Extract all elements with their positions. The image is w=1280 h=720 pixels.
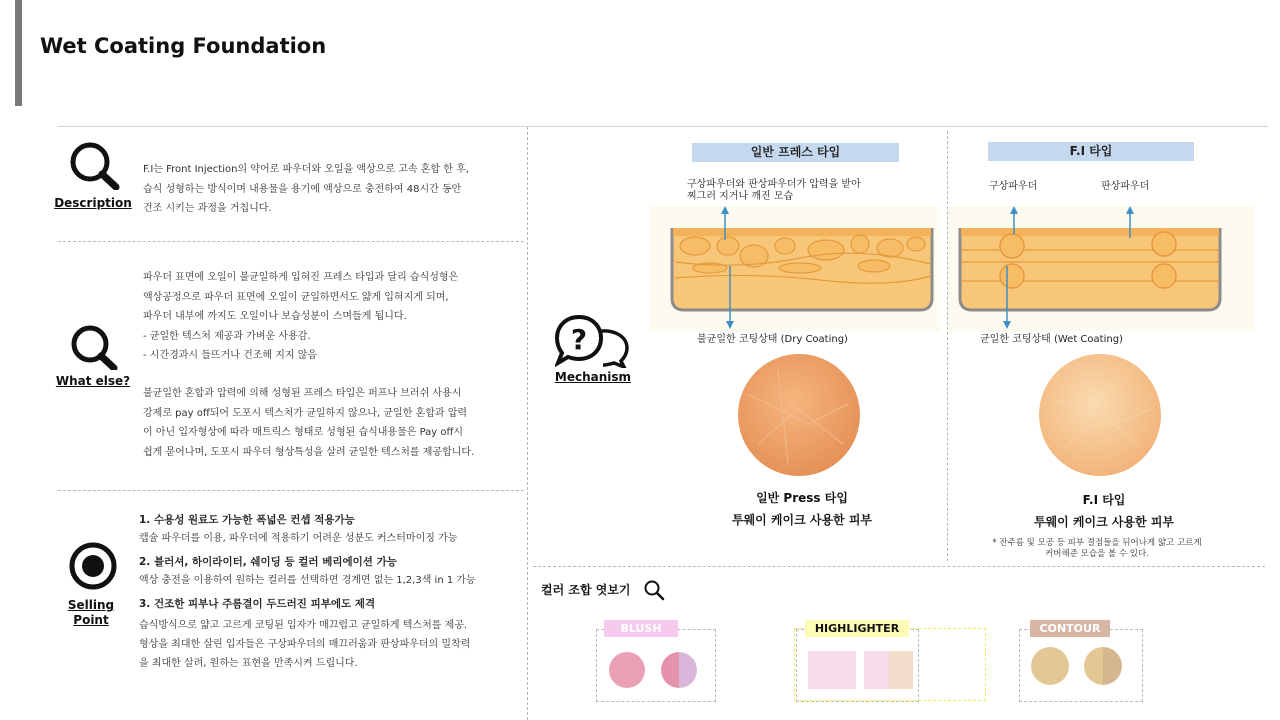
fi-skin-image <box>1039 354 1161 476</box>
divider-vertical-mech <box>947 131 948 561</box>
title-accent-bar <box>15 0 22 106</box>
selling-point-heading-2: 2. 블러셔, 하이라이터, 쉐이딩 등 컬러 베리에이션 가능 <box>139 556 397 568</box>
divider-left-1 <box>58 241 524 242</box>
blush-swatches <box>609 651 697 689</box>
press-note: 구상파우더와 판상파우더가 압력을 받아 찌그러 지거나 깨진 모습 <box>687 179 861 202</box>
selling-point-heading-1: 1. 수용성 원료도 가능한 폭넓은 컨셉 적용가능 <box>139 514 355 526</box>
highlighter-swatch-2a <box>864 651 889 689</box>
magnifier-icon <box>66 140 122 190</box>
highlighter-swatch-2b <box>889 651 913 689</box>
contour-swatches <box>1031 646 1123 686</box>
selling-point-label: Selling Point <box>67 598 115 627</box>
magnifier-icon <box>68 324 120 370</box>
fi-diagram <box>948 206 1254 332</box>
highlighter-label: HIGHLIGHTER <box>805 620 909 637</box>
color-combo-title: 컬러 조합 엿보기 <box>541 583 631 597</box>
mechanism-label: Mechanism <box>554 370 632 384</box>
divider-color-section <box>533 566 1265 567</box>
fi-plate-label: 판상파우더 <box>1101 181 1150 192</box>
description-label: Description <box>54 196 132 210</box>
page-title: Wet Coating Foundation <box>40 34 327 58</box>
fi-sphere-label: 구상파우더 <box>989 181 1038 192</box>
magnifier-icon <box>643 579 665 601</box>
fi-caption: F.I 타입 투웨이 케이크 사용한 피부 <box>1033 493 1175 529</box>
contour-label: CONTOUR <box>1030 620 1110 637</box>
press-coating-label: 불균일한 코팅상태 (Dry Coating) <box>697 334 848 345</box>
fi-type-header: F.I 타입 <box>988 142 1194 161</box>
press-diagram <box>650 206 940 332</box>
highlighter-swatch-1 <box>808 651 856 689</box>
blush-label: BLUSH <box>604 620 678 637</box>
target-icon <box>68 541 118 591</box>
selling-point-text-3: 습식방식으로 얇고 고르게 코팅된 입자가 매끄럽고 균일하게 텍스처를 제공. 형상을 최대한 살린 입자들은 구상파우더의 매끄러움과 판상파우더의 밀착력 을 최대한 살려, 원하는 표현을 만족시켜 드립니다. <box>139 620 471 669</box>
divider-vertical-main <box>527 127 528 720</box>
selling-point-list <box>139 512 519 673</box>
svg-text:?: ? <box>570 323 588 356</box>
selling-point-text-2: 액상 충전을 이용하여 원하는 컬러를 선택하면 경계면 없는 1,2,3색 in 1 가능 <box>139 575 476 586</box>
top-divider <box>58 126 1268 127</box>
fi-footnote: * 잔주름 및 모공 등 피부 결점들을 뒤어나게 얇고 고르게 커버해준 모습을 볼 수 있다. <box>992 538 1202 559</box>
what-else-text: 파우더 표면에 오일이 불균일하게 입혀진 프레스 타입과 달리 습식성형은 액상공정으로 파우더 표면에 오일이 균일하면서도 얇게 입혀지게 되며, 파우더 내부에 까지도 오일이나 보습성분이 스며들게 됩니다. - 균일한 텍스처 제공과 가벼운 사용감. - 시간경과시 들뜨거나 건조해 지지 않음 <box>143 272 459 361</box>
press-skin-image <box>738 354 860 476</box>
selling-point-heading-3: 3. 건조한 피부나 주름결이 두드러진 피부에도 제격 <box>139 598 376 610</box>
description-text: F.I는 Front Injection의 약어로 파우더와 오일을 액상으로 고속 혼합 한 후, 습식 성형하는 방식이며 내용물을 용기에 액상으로 충전하여 48시간 동안 건조 시키는 과정을 거칩니다. <box>143 164 469 214</box>
divider-left-2 <box>58 490 524 491</box>
selling-point-text-1: 캡슐 파우더를 이용, 파우더에 적용하기 어려운 성분도 커스터마이징 가능 <box>139 533 458 544</box>
fi-coating-label: 균일한 코팅상태 (Wet Coating) <box>980 334 1123 345</box>
press-type-header: 일반 프레스 타입 <box>692 143 899 162</box>
press-caption: 일반 Press 타입 투웨이 케이크 사용한 피부 <box>731 491 873 527</box>
what-else-label: What else? <box>55 374 131 388</box>
what-else-text-2: 불균일한 혼합과 압력에 의해 성형된 프레스 타입은 퍼프나 브러쉬 사용시 강제로 pay off되어 도포시 텍스처가 균일하지 않으나, 균일한 혼합과 압력 이 아닌 입자형상에 따라 매트릭스 형태로 성형된 습식내용물은 Pay off시 쉽게 묻어나며, 도포시 파우더 형상특성을 살려 균일한 텍스처를 제공합니다. <box>143 388 475 458</box>
question-chat-icon <box>555 314 629 368</box>
